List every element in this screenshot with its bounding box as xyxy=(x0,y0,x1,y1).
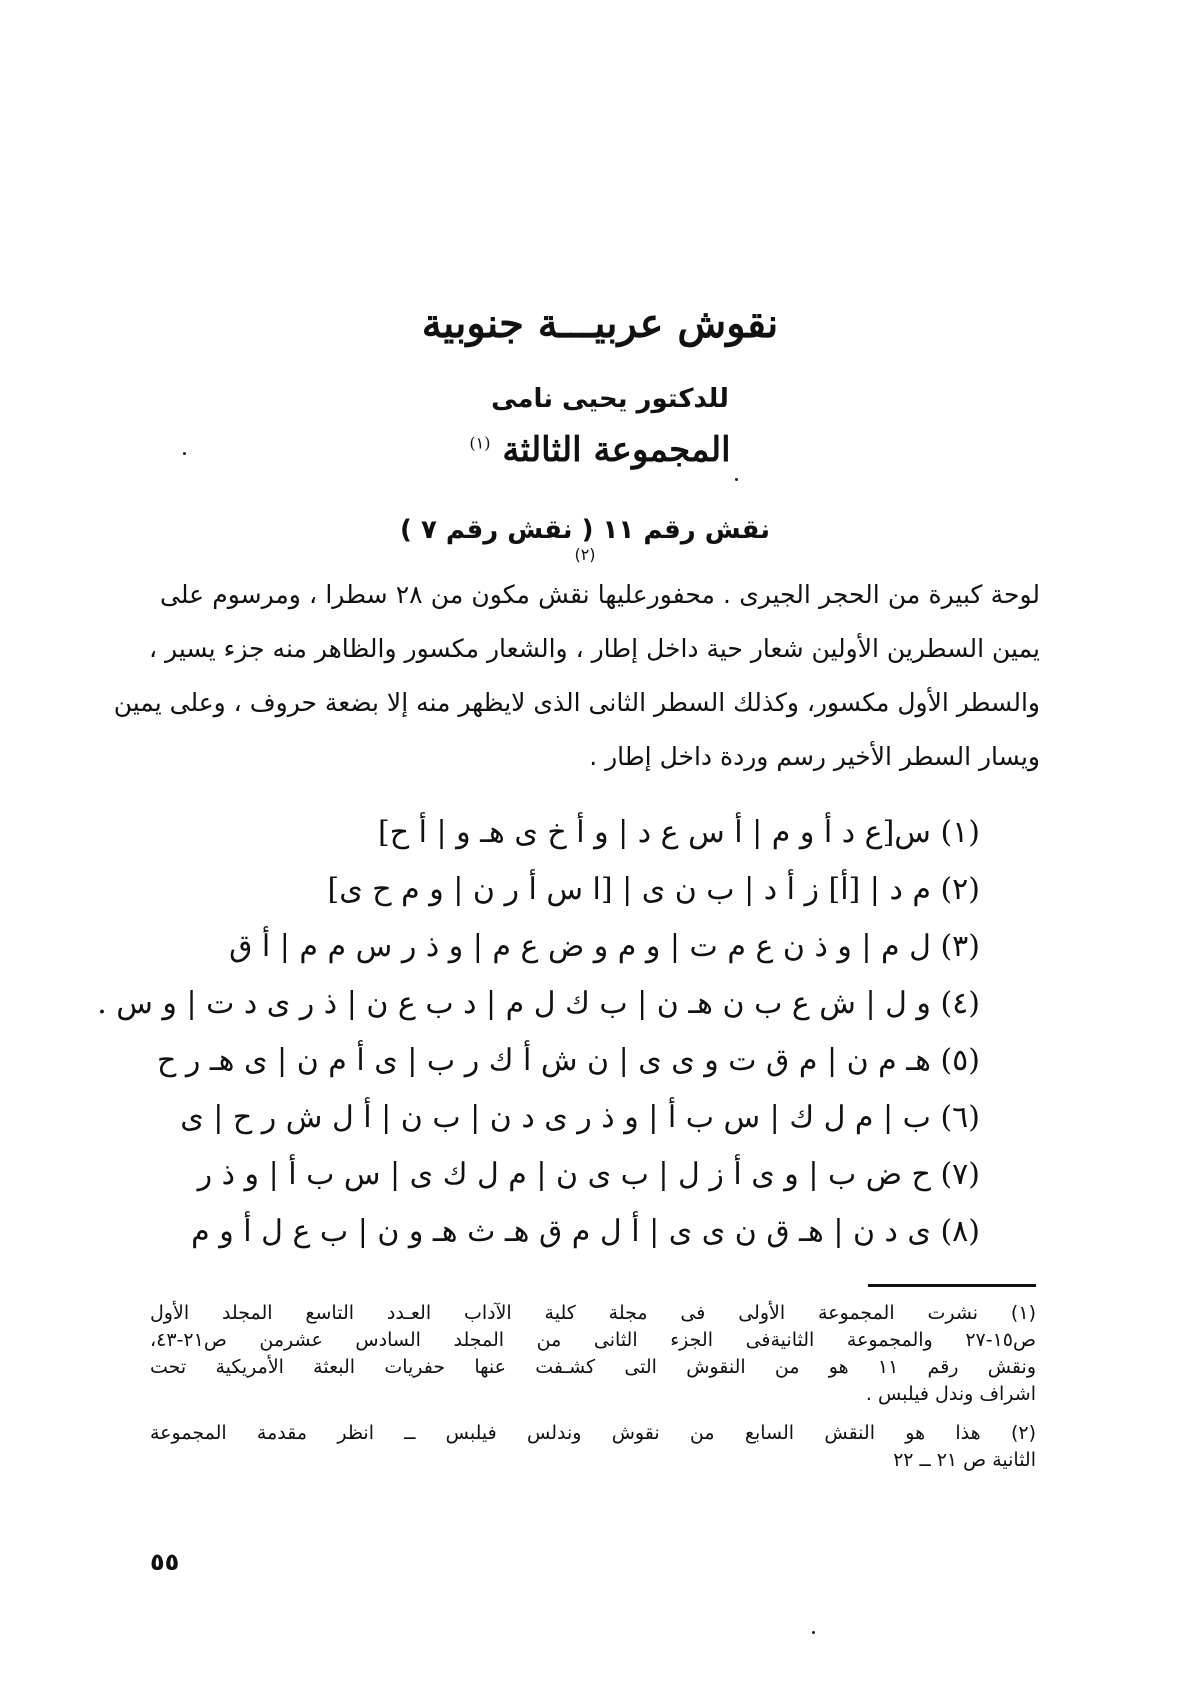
intro-line: لوحة كبيرة من الحجر الجيرى . محفورعليها نقش مكون من ٢٨ سطرا ، ومرسوم على xyxy=(160,580,1040,609)
footnote-line: الثانية ص ٢١ ــ ٢٢ xyxy=(893,1449,1036,1471)
group-title xyxy=(460,430,740,470)
page-title: نقوش عربيـــة جنوبية xyxy=(421,300,779,347)
inscription-line: (٤) و ل | ش ع ب ن هـ ن | ب ك ل م | د ب ع ن | ذ ر ى د ت | و س . xyxy=(97,986,980,1021)
inscription-line: (٧) ح ض ب | و ى أ ز ل | ب ى ن | م ل ك ى | س ب أ | و ذ ر xyxy=(197,1157,980,1192)
inscription-line: (٣) ل م | و ذ ن ع م ت | و م و ض ع م | و ذ ر س م م | أ ق xyxy=(229,929,980,964)
group-title-text: المجموعة الثالثة xyxy=(502,430,731,470)
page-number: ٥٥ xyxy=(150,1548,180,1576)
inscription-line: (١) س[ع د أ و م | أ س ع د | و أ خ ى هـ و | أ ح] xyxy=(378,815,980,850)
inscription-line: (٥) هـ م ن | م ق ت و ى ى | ن ش أ ك ر ب | ى أ م ن | ى هـ ر ح xyxy=(156,1043,980,1078)
inscription-heading-footnote-ref: (٢) xyxy=(574,545,596,564)
inscription-line: (٨) ى د ن | هـ ق ن ى ى | أ ل م ق هـ ث هـ و ن | ب ع ل أ و م xyxy=(191,1214,980,1249)
footnote-line: ونقش رقم ١١ هو من النقوش التى كشـفت عنها حفريات البعثة الأمريكية تحت xyxy=(150,1356,1036,1378)
footnote-divider xyxy=(868,1284,1036,1287)
intro-line: والسطر الأول مكسور، وكذلك السطر الثانى الذى لايظهر منه إلا بضعة حروف ، وعلى يمين xyxy=(113,688,1040,717)
scan-speck xyxy=(812,1631,815,1634)
footnote-spacer xyxy=(150,1408,1036,1420)
intro-line: ويسار السطر الأخير رسم وردة داخل إطار . xyxy=(589,742,1040,771)
group-title-footnote-ref: (١) xyxy=(469,433,491,453)
footnote-line: ص١٥-٢٧ والمجموعة الثانيةفى الجزء الثانى من المجلد السادس عشرمن ص٢١-٤٣، xyxy=(150,1329,1036,1351)
inscription-line: (٢) م د | [أ] ز أ د | ب ن ى | [ا س أ ر ن | و م ح ى] xyxy=(327,872,980,907)
intro-line: يمين السطرين الأولين شعار حية داخل إطار ، والشعار مكسور والظاهر منه جزء يسير ، xyxy=(149,634,1040,663)
intro-paragraph xyxy=(113,568,1040,784)
scan-speck xyxy=(735,478,738,481)
author-line: للدكتور يحيى نامى xyxy=(491,384,729,414)
scan-speck xyxy=(183,452,186,455)
footnote-line: (٢) هذا هو النقش السابع من نقوش وندلس فيلبس ــ انظر مقدمة المجموعة xyxy=(150,1422,1036,1444)
footnote-line: اشراف وندل فيلبس . xyxy=(865,1383,1036,1405)
inscription-line: (٦) ب | م ل ك | س ب أ | و ذ ر ى د ن | ب ن | أ ل ش ر ح | ى xyxy=(180,1100,980,1135)
footnotes xyxy=(150,1300,1036,1474)
inscription-heading-text: نقش رقم ١١ ( نقش رقم ٧ ) xyxy=(400,515,770,545)
footnote-line: (١) نشرت المجموعة الأولى فى مجلة كلية الآداب العـدد التاسع المجلد الأول xyxy=(150,1302,1036,1324)
